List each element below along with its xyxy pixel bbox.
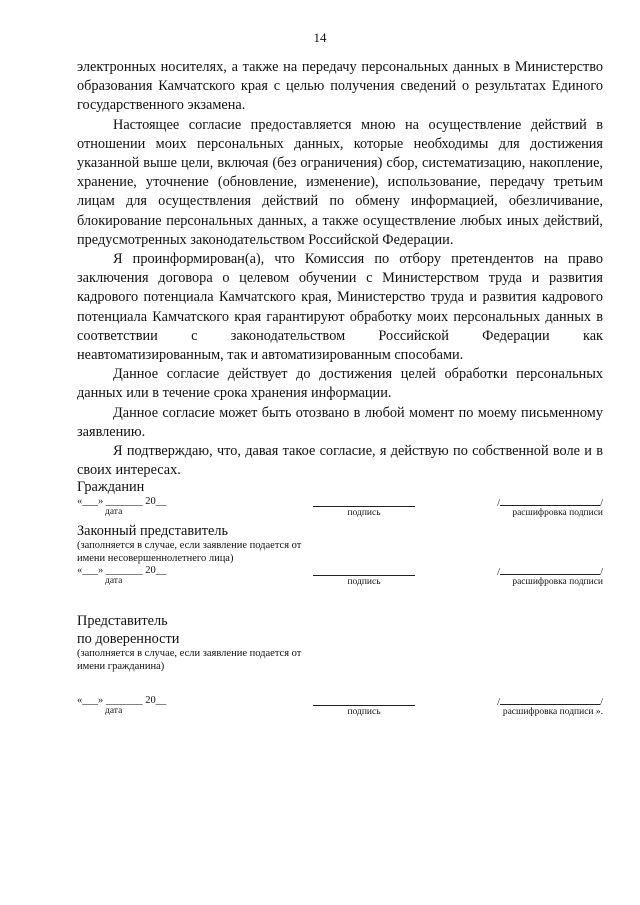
paragraph: Данное согласие действует до достижения целей обработки персональных данных или в течение срока хранения информации.: [77, 366, 603, 402]
paragraph: Я проинформирован(а), что Комиссия по отбору претендентов на право заключения договора о целевом обучении с Министерством труда и развития кадрового потенциала Камчатского края, Министерство труда и развития кадрового потенциала Камчатского края гарантируют обработку моих персональных данных в соответствии с законодательством Российской Федерации как неавтоматизированным, так и автоматизированным способами.: [77, 251, 603, 364]
signature-caption: подпись: [347, 508, 381, 518]
legal-rep-note: (заполняется в случае, если заявление подается от имени несовершеннолетнего лица): [77, 540, 302, 564]
decode-underline: [500, 496, 600, 506]
citizen-signature-block: [77, 478, 603, 524]
paragraph: Данное согласие может быть отозвано в любой момент по моему письменному заявлению.: [77, 404, 603, 440]
page-number: 14: [313, 30, 327, 45]
date-caption: дата: [105, 507, 123, 517]
signature-line[interactable]: [313, 705, 415, 706]
legal-rep-signature-block: [77, 522, 603, 593]
paragraph: Я подтверждаю, что, давая такое согласие, я действую по собственной воле и в своих интересах.: [77, 443, 603, 479]
signature-line[interactable]: [313, 506, 415, 507]
date-field[interactable]: «___» _______ 20__: [77, 695, 167, 706]
legal-rep-signature-row: [77, 565, 603, 593]
paragraph: Настоящее согласие предоставляется мною на осуществление действий в отношении моих персональных данных, которые необходимы для достижения указанной выше цели, включая (без ограничения) сбор, систематизацию, накопление, хранение, уточнение (обновление, изменение), использование, передачу третьим лицам для осуществления действий по обмену информацией, обезличивание, блокирование персональных данных, а также осуществление любых иных действий, предусмотренных законодательством Российской Федерации.: [77, 116, 603, 248]
date-field[interactable]: «___» _______ 20__: [77, 565, 167, 576]
decode-caption: расшифровка подписи ».: [502, 707, 603, 717]
citizen-title: Гражданин: [77, 479, 145, 495]
decode-prefix: /: [497, 498, 501, 509]
decode-underline: [500, 695, 600, 705]
paragraph: электронных носителях, а также на передачу персональных данных в Министерство образования Камчатского края с целью получения сведений о результатах Единого государственного экзамена.: [77, 59, 603, 114]
proxy-rep-signature-row: [77, 695, 603, 723]
proxy-rep-note: (заполняется в случае, если заявление подается от имени гражданина): [77, 648, 302, 672]
citizen-signature-row: [77, 496, 603, 524]
decode-suffix: /: [600, 697, 603, 708]
signature-caption: подпись: [347, 707, 381, 717]
date-field[interactable]: «___» _______ 20__: [77, 496, 167, 507]
signature-caption: подпись: [347, 577, 381, 587]
decode-caption: расшифровка подписи: [512, 577, 603, 587]
date-caption: дата: [105, 576, 123, 586]
decode-prefix: /: [497, 567, 501, 578]
decode-underline: [500, 565, 600, 575]
decode-prefix: /: [497, 697, 501, 708]
proxy-rep-signature-block: [77, 612, 603, 723]
decode-suffix: /: [600, 567, 603, 578]
decode-caption: расшифровка подписи: [512, 508, 603, 518]
decode-suffix: /: [600, 498, 603, 509]
legal-rep-title: Законный представитель: [77, 523, 229, 539]
proxy-rep-title: Представитель: [77, 613, 168, 629]
document-body: [77, 58, 603, 480]
signature-line[interactable]: [313, 575, 415, 576]
proxy-rep-title-line2: по доверенности: [77, 631, 180, 647]
date-caption: дата: [105, 706, 123, 716]
